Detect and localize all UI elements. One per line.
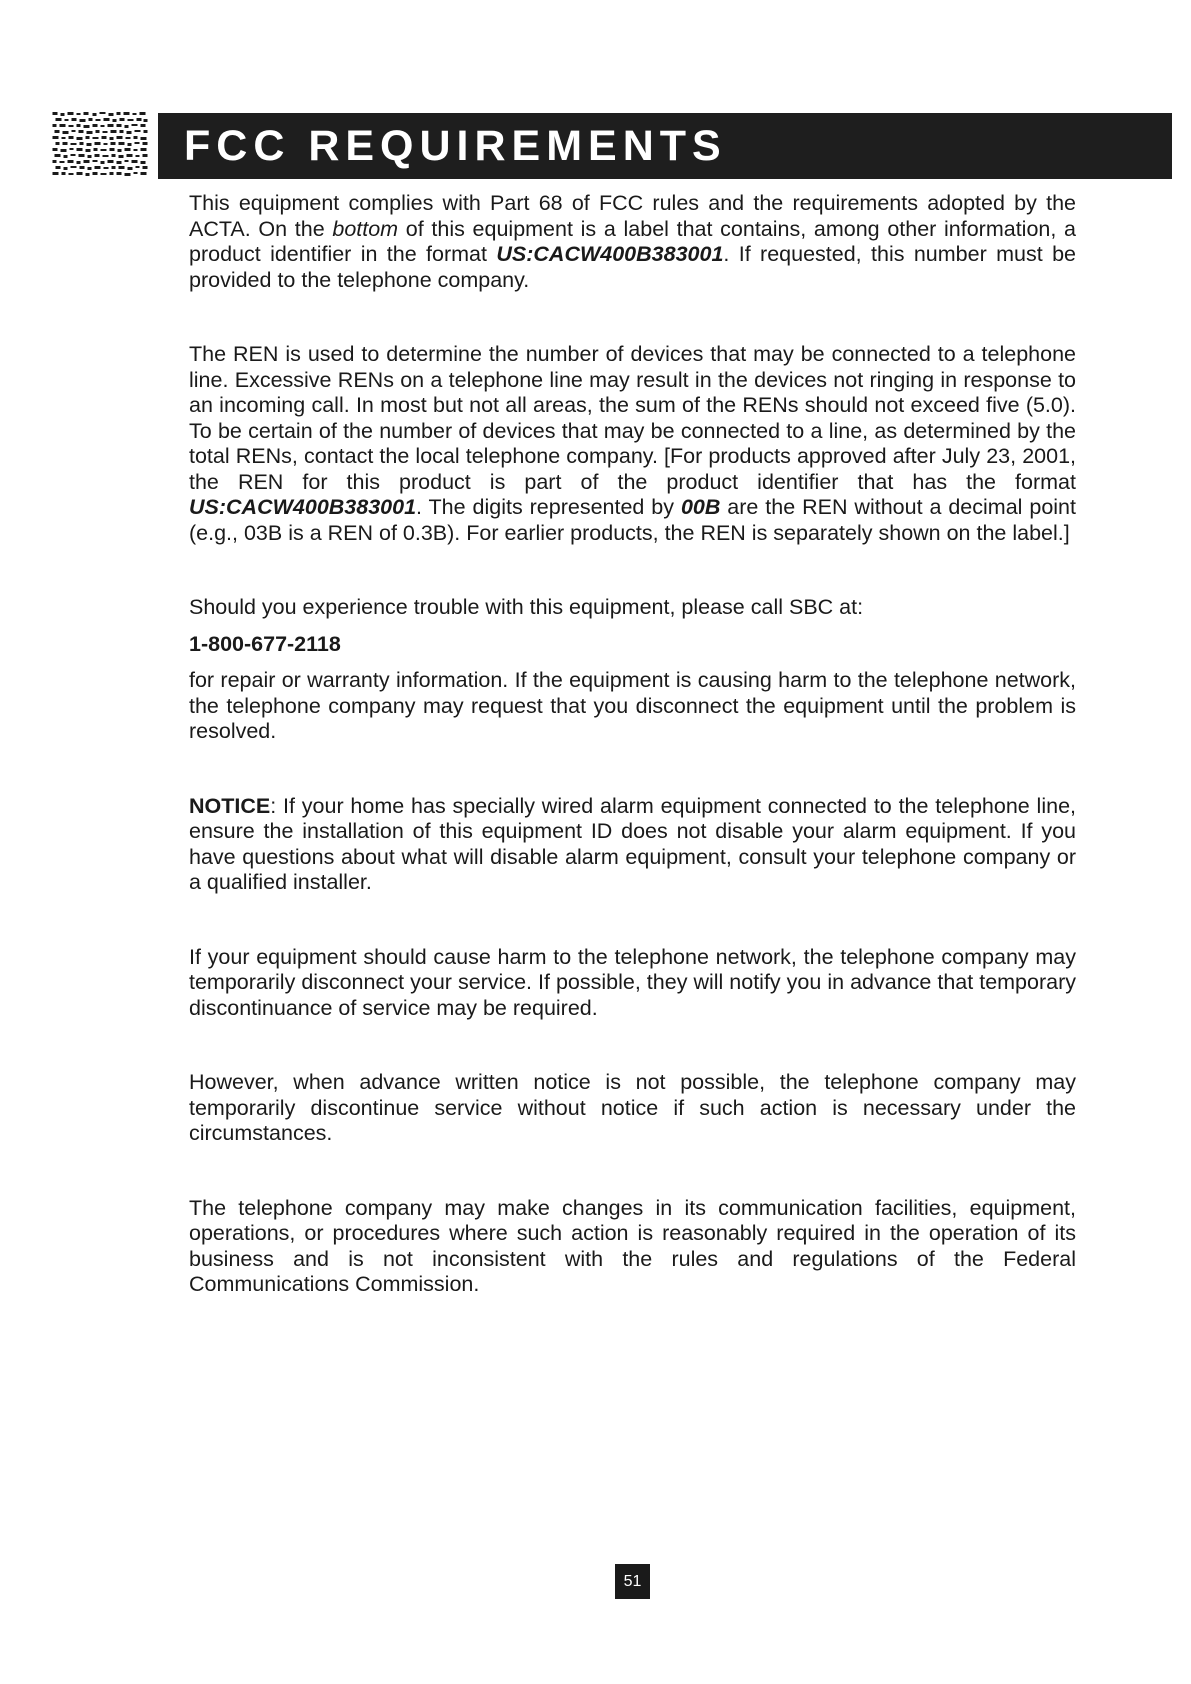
ren-digits: 00B	[680, 495, 721, 519]
page-title-bar	[158, 113, 1172, 179]
paragraph-advance-notice: However, when advance written notice is not possible, the telephone company may temporarily discontinue service without notice if such action is necessary under the circumstances.	[189, 1070, 1076, 1145]
document-body	[189, 191, 1076, 1298]
paragraph-repair: for repair or warranty information. If the equipment is causing harm to the telephone network, the telephone company may request that you disconnect the equipment until the problem is resolved.	[189, 668, 1076, 743]
paragraph-notice: NOTICE: If your home has specially wired alarm equipment connected to the telephone line, ensure the installation of this equipment ID does not disable your alarm equipment. If you have questions about what will disable alarm equipment, consult your telephone company or a qualified installer.	[189, 793, 1076, 894]
product-identifier: US:CACW400B383001	[496, 242, 724, 266]
support-phone-number: 1-800-677-2118	[189, 631, 341, 656]
emphasis-bottom: bottom	[332, 216, 399, 241]
page-title: FCC REQUIREMENTS	[184, 121, 727, 170]
page-number: 51	[615, 1564, 650, 1599]
paragraph-harm: If your equipment should cause harm to the telephone network, the telephone company may temporarily disconnect your service. If possible, they will notify you in advance that temporary discontinuance of service may be required.	[189, 944, 1076, 1020]
product-identifier-ren: US:CACW400B383001	[189, 495, 417, 519]
paragraph-trouble: Should you experience trouble with this equipment, please call SBC at:	[189, 595, 864, 619]
paragraph-changes: The telephone company may make changes in its communication facilities, equipment, operations, or procedures where such action is reasonably required in the operation of its business and is not inconsistent with the rules and regulations of the Federal Communications Commission.	[189, 1195, 1076, 1296]
paragraph-compliance: This equipment complies with Part 68 of FCC rules and the requirements adopted by the ACTA. On the bottom of this equipment is a label that contains, among other information, a product identifier in the format US:CACW400B383001. If requested, this number must be provided to the telephone company.	[189, 191, 1076, 292]
header-pattern-decoration	[52, 112, 149, 176]
notice-label: NOTICE	[189, 793, 271, 818]
paragraph-ren: The REN is used to determine the number of devices that may be connected to a telephone line. Excessive RENs on a telephone line may result in the devices not ringing in response to an incoming call. In most but not all areas, the sum of the RENs should not exceed five (5.0). To be certain of the number of devices that may be connected to a line, as determined by the total RENs, contact the local telephone company. [For products approved after July 23, 2001, the REN for this product is part of the product identifier that has the format US:CACW400B383001. The digits represented by 00B are the REN without a decimal point (e.g., 03B is a REN of 0.3B). For earlier products, the REN is separately shown on the label.]	[189, 342, 1076, 545]
